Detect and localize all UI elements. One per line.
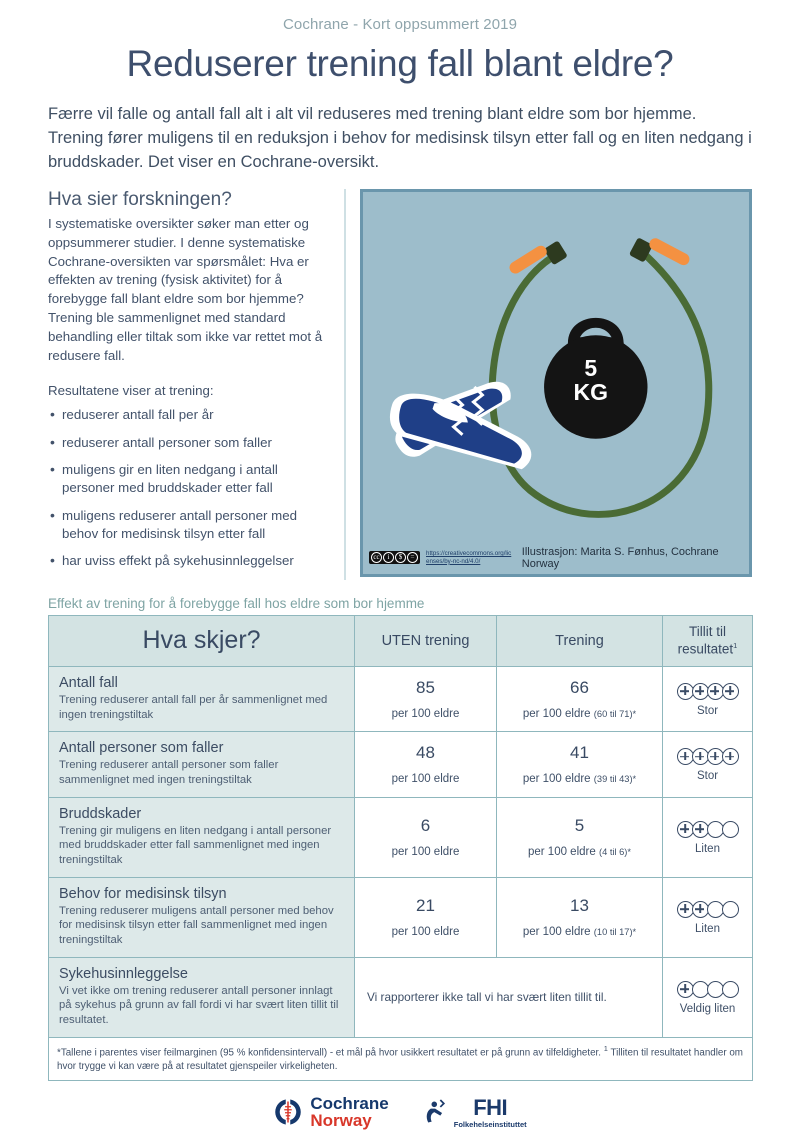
- grade-dot-empty: [722, 821, 739, 838]
- research-heading: Hva sier forskningen?: [48, 188, 232, 210]
- grade-dot-filled: [677, 981, 694, 998]
- outcome-cell: [49, 667, 355, 732]
- with-cell: [497, 877, 663, 957]
- with-value: 13: [570, 895, 589, 915]
- creative-commons-icon: cc i $ =: [369, 551, 420, 564]
- illustration-frame: [360, 189, 752, 577]
- grade-dot-empty: [692, 981, 709, 998]
- table-footnote-row: [49, 1037, 753, 1081]
- list-item: • reduserer antall fall per år: [48, 406, 332, 424]
- grade-dot-filled: [707, 683, 724, 700]
- grade-dot-filled: [707, 748, 724, 765]
- without-value: 48: [416, 743, 435, 763]
- kettlebell-icon: [544, 318, 647, 439]
- col-header-confidence-sup: 1: [733, 640, 738, 650]
- confidence-label: Liten: [695, 842, 720, 855]
- grade-dots: [665, 901, 750, 918]
- grade-dots: [665, 981, 750, 998]
- grade-dot-filled: [692, 683, 709, 700]
- grade-dot-empty: [722, 981, 739, 998]
- grade-dot-filled: [722, 683, 739, 700]
- list-item: • har uviss effekt på sykehusinnleggelser: [48, 552, 332, 570]
- fhi-logo: [423, 1094, 527, 1129]
- eyebrow-text: Cochrane - Kort oppsummert 2019: [282, 16, 518, 33]
- confidence-cell: [663, 667, 753, 732]
- grade-dot-filled: [692, 901, 709, 918]
- grade-dot-filled: [677, 748, 694, 765]
- outcome-name: Behov for medisinsk tilsyn: [59, 885, 227, 902]
- confidence-label: Stor: [696, 704, 719, 717]
- kettlebell-unit: KG: [573, 379, 608, 406]
- without-cell: [355, 877, 497, 957]
- research-column: [48, 189, 346, 580]
- list-item: • muligens gir en liten nedgang i antall personer med bruddskader etter fall: [48, 461, 332, 498]
- with-value: 41: [570, 743, 589, 763]
- fhi-logo-icon: [423, 1098, 449, 1128]
- cochrane-line2: Norway: [310, 1111, 372, 1131]
- grade-dots: [665, 683, 750, 700]
- with-value: 5: [574, 815, 585, 835]
- with-cell: [497, 797, 663, 877]
- with-cell: [497, 667, 663, 732]
- table-row: [49, 732, 753, 797]
- table-row: [49, 877, 753, 957]
- with-unit: per 100 eldre: [522, 707, 591, 720]
- grade-dot-filled: [692, 748, 709, 765]
- lede-paragraph: Færre vil falle og antall fall alt i alt vil reduseres med trening blant eldre som bor hjemme. Trening fører muligens til en reduksjon i behov for medisinsk tilsyn etter fall og en liten nedgang i bruddskader. Det viser en Cochrane-oversikt.: [48, 105, 752, 171]
- confidence-cell: [663, 732, 753, 797]
- without-unit: per 100 eldre: [391, 925, 460, 938]
- grade-dot-filled: [722, 748, 739, 765]
- with-ci: (10 til 17)*: [593, 926, 637, 937]
- grade-dot-empty: [707, 821, 724, 838]
- outcome-description: Trening gir muligens en liten nedgang i antall personer med bruddskader etter fall sammenlignet med ingen treningstiltak: [59, 824, 332, 867]
- without-unit: per 100 eldre: [391, 773, 460, 786]
- without-unit: per 100 eldre: [391, 707, 460, 720]
- illustration-credit: Illustrasjon: Marita S. Fønhus, Cochrane Norway: [521, 545, 719, 570]
- list-item: • reduserer antall personer som faller: [48, 434, 332, 452]
- jump-rope-handle-right: [629, 236, 692, 267]
- grade-dot-filled: [677, 683, 694, 700]
- outcome-description: Trening reduserer antall fall per år sammenlignet med ingen treningstiltak: [59, 694, 328, 721]
- fhi-line1: FHI: [473, 1094, 508, 1120]
- outcome-cell: [49, 877, 355, 957]
- outcome-description: Trening reduserer muligens antall personer med behov for medisinsk tilsyn etter fall sammenlignet med ingen treningstiltak: [59, 904, 334, 947]
- illustration-column: [360, 189, 752, 580]
- cc-license-link[interactable]: https://creativecommons.org/licenses/by-nc-nd/4.0/: [426, 550, 512, 565]
- footnote-part-b: Tilliten til resultatet handler om hvor trygge vi kan være på at resultatet gjenspeiler virkeligheten.: [57, 1047, 743, 1072]
- footer-logos: [0, 1095, 800, 1129]
- cochrane-line1: Cochrane: [310, 1094, 389, 1114]
- fhi-wordmark: [453, 1094, 527, 1129]
- outcome-description: Vi vet ikke om trening reduserer antall personer innlagt på sykehus på grunn av fall fordi vi har svært liten tillit til resultatet.: [59, 984, 339, 1027]
- list-item: • muligens reduserer antall personer med behov for medisinsk tilsyn etter fall: [48, 507, 332, 544]
- col-header-what: Hva skjer?: [49, 615, 355, 666]
- grade-dot-filled: [692, 821, 709, 838]
- outcome-name: Bruddskader: [59, 805, 142, 822]
- without-unit: per 100 eldre: [391, 845, 460, 858]
- with-unit: per 100 eldre: [527, 845, 596, 858]
- col-header-confidence-label: Tillit til resultatet: [677, 623, 734, 657]
- outcome-name: Antall personer som faller: [59, 740, 224, 757]
- table-row: [49, 957, 753, 1037]
- grade-dot-empty: [707, 901, 724, 918]
- results-lead: Resultatene viser at trening:: [48, 382, 214, 398]
- table-footnote: [49, 1037, 753, 1081]
- grade-dot-filled: [677, 901, 694, 918]
- kettlebell-weight: 5: [584, 355, 598, 382]
- col-header-with: Trening: [497, 615, 663, 666]
- without-cell: [355, 667, 497, 732]
- cochrane-logo-icon: [273, 1097, 303, 1127]
- table-header-row: [49, 615, 753, 666]
- with-ci: (60 til 71)*: [593, 708, 637, 719]
- with-value: 66: [570, 677, 589, 697]
- col-header-without: UTEN trening: [355, 615, 497, 666]
- confidence-cell: [663, 957, 753, 1037]
- confidence-cell: [663, 877, 753, 957]
- confidence-cell: [663, 797, 753, 877]
- outcome-name: Antall fall: [59, 675, 118, 692]
- results-table: [48, 615, 753, 1082]
- outcome-name: Sykehusinnleggelse: [59, 965, 188, 982]
- footnote-part-a: *Tallene i parentes viser feilmarginen (95 % konfidensintervall) - et mål på hvor usikkert resultatet er på grunn av tilfeldigheter.: [57, 1047, 601, 1059]
- table-row: [49, 667, 753, 732]
- outcome-cell: [49, 957, 355, 1037]
- grade-dot-empty: [707, 981, 724, 998]
- col-header-confidence: [663, 615, 753, 666]
- without-value: 6: [420, 815, 431, 835]
- fhi-line2: Folkehelseinstituttet: [453, 1119, 527, 1129]
- results-bullet-list: [48, 406, 332, 570]
- confidence-label: Liten: [695, 922, 720, 935]
- grade-dots: [665, 821, 750, 838]
- page-title: Reduserer trening fall blant eldre?: [126, 43, 674, 84]
- table-row: [49, 797, 753, 877]
- without-value: 21: [416, 895, 435, 915]
- without-cell: [355, 732, 497, 797]
- illustration-footer: [363, 546, 749, 570]
- cochrane-norway-logo: [273, 1095, 388, 1129]
- with-cell: [497, 732, 663, 797]
- confidence-label: Veldig liten: [679, 1002, 736, 1015]
- merged-note-cell: Vi rapporterer ikke tall vi har svært liten tillit til.: [355, 957, 663, 1037]
- outcome-cell: [49, 732, 355, 797]
- sneakers-icon: [384, 368, 540, 477]
- grade-dot-filled: [677, 821, 694, 838]
- with-unit: per 100 eldre: [522, 925, 591, 938]
- grade-dot-empty: [722, 901, 739, 918]
- grade-dots: [665, 748, 750, 765]
- content-columns: [48, 189, 752, 580]
- without-cell: [355, 797, 497, 877]
- without-value: 85: [416, 677, 435, 697]
- exercise-illustration: [363, 192, 749, 572]
- confidence-label: Stor: [696, 770, 719, 783]
- outcome-description: Trening reduserer antall personer som faller sammenlignet med ingen treningstiltak: [59, 759, 279, 787]
- table-caption: Effekt av trening for å forebygge fall hos eldre som bor hjemme: [48, 595, 425, 611]
- footnote-sup: 1: [603, 1043, 608, 1053]
- with-ci: (4 til 6)*: [598, 846, 631, 857]
- research-body: I systematiske oversikter søker man etter og oppsummerer studier. I denne systematiske Cochrane-oversikten var spørsmålet: Hva er effekten av trening (fysisk aktivitet) for å forebygge fall blant eldre som bor hjemme? Trening ble sammenlignet med standard behandling eller tiltak som ikke var rettet mot å redusere fall.: [48, 215, 323, 363]
- cochrane-wordmark: [310, 1095, 388, 1129]
- with-unit: per 100 eldre: [522, 773, 591, 786]
- outcome-cell: [49, 797, 355, 877]
- with-ci: (39 til 43)*: [593, 774, 637, 785]
